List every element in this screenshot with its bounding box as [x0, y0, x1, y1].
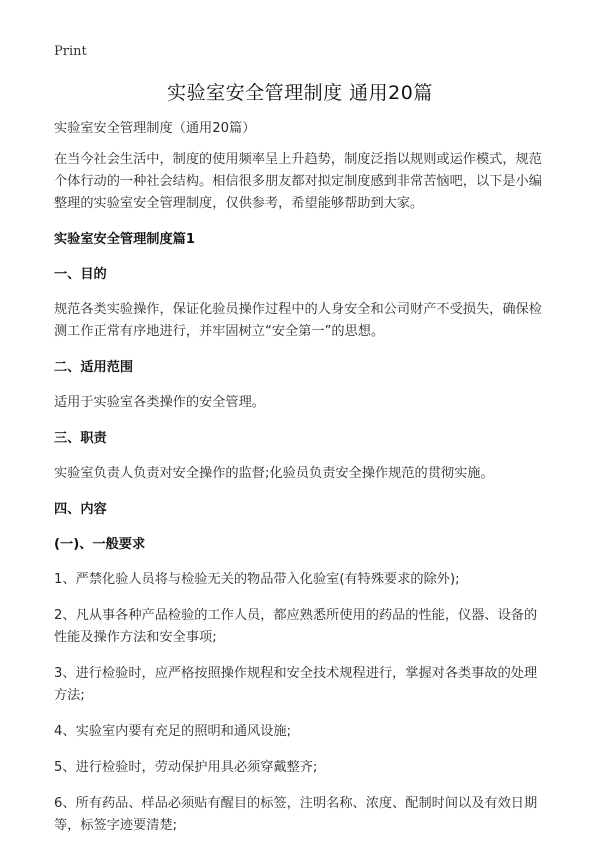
list-item: 1、严禁化验人员将与检验无关的物品带入化验室(有特殊要求的除外); [54, 572, 460, 587]
list-item: 4、实验室内要有充足的照明和通风设施; [54, 724, 292, 739]
print-link[interactable]: Print [54, 44, 87, 59]
section-heading-purpose: 一、目的 [54, 267, 107, 282]
section-text-purpose: 规范各类实验操作，保证化验员操作过程中的人身安全和公司财产不受损失，确保检测工作正常有序地进行，并牢固树立“安全第一”的思想。 [54, 302, 542, 339]
list-item: 3、进行检验时，应严格按照操作规程和安全技术规程进行，掌握对各类事故的处理方法; [54, 666, 538, 703]
page-title: 实验室安全管理制度 通用20篇 [167, 82, 433, 104]
section-heading-content: 四、内容 [54, 502, 107, 517]
intro-paragraph: 在当今社会生活中，制度的使用频率呈上升趋势，制度泛指以规则或运作模式，规范个体行动的一种社会结构。相信很多朋友都对拟定制度感到非常苦恼吧，以下是小编整理的实验室安全管理制度，仅供参考，希望能够帮助到大家。 [54, 152, 542, 211]
list-item: 2、凡从事各种产品检验的工作人员，都应熟悉所使用的药品的性能，仪器、设备的性能及操作方法和安全事项; [54, 608, 538, 645]
section-heading-scope: 二、适用范围 [54, 360, 134, 375]
subsection-heading-general: (一)、一般要求 [54, 537, 146, 552]
article-heading: 实验室安全管理制度篇1 [54, 232, 196, 247]
document-subtitle: 实验室安全管理制度（通用20篇） [54, 121, 256, 136]
document-body [54, 118, 550, 851]
list-item: 5、进行检验时，劳动保护用具必须穿戴整齐; [54, 760, 318, 775]
section-text-scope: 适用于实验室各类操作的安全管理。 [54, 395, 265, 410]
section-heading-duty: 三、职责 [54, 431, 107, 446]
section-text-duty: 实验室负责人负责对安全操作的监督;化验员负责安全操作规范的贯彻实施。 [54, 466, 494, 481]
list-item: 6、所有药品、样品必须贴有醒目的标签，注明名称、浓度、配制时间以及有效日期等，标签字迹要清楚; [54, 796, 538, 833]
